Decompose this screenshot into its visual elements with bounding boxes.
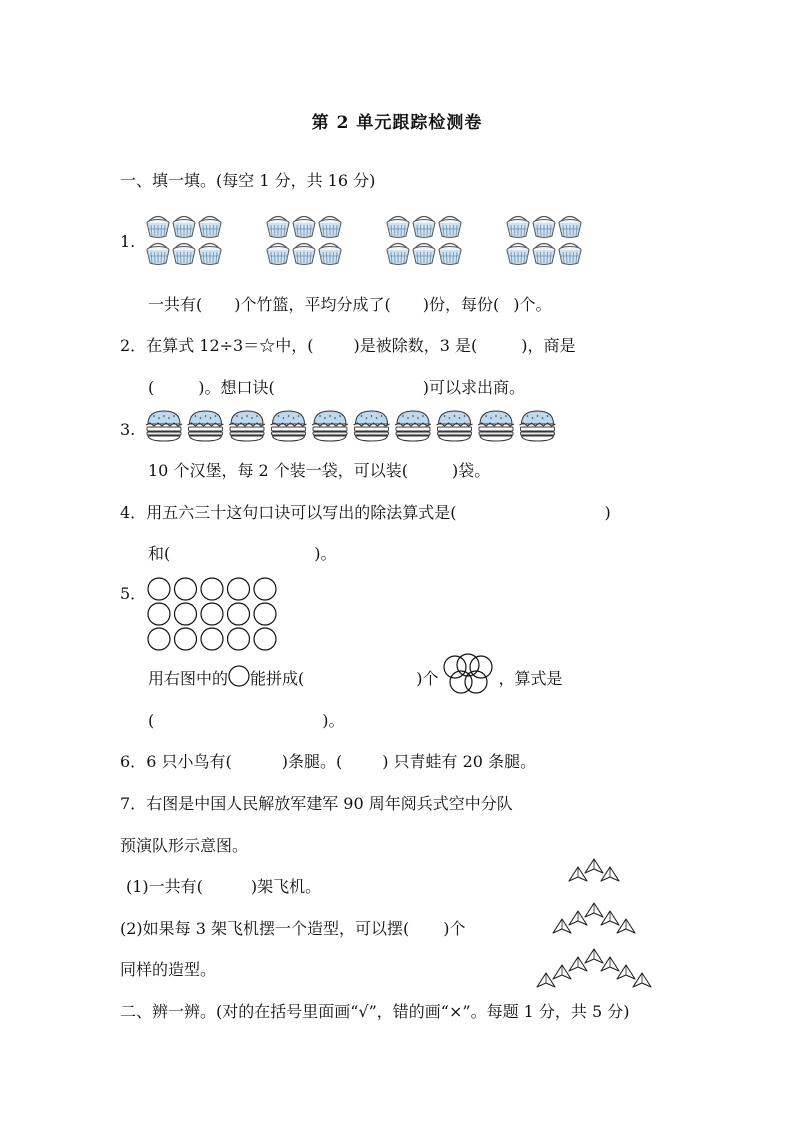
- plane-icon: [585, 859, 603, 873]
- burger-icon: [478, 411, 514, 441]
- burger-icon: [437, 411, 473, 441]
- basket-icon: [533, 217, 555, 238]
- basket-icon: [147, 244, 169, 265]
- q6-text: 6．6 只小鸟有( )条腿。( ) 只青蛙有 20 条腿。: [120, 752, 537, 771]
- q1-number: 1.: [120, 232, 136, 251]
- q5-line2: ( )。: [148, 711, 345, 730]
- grid-circle: [254, 578, 276, 600]
- plane-icon: [617, 965, 635, 979]
- q3-number: 3.: [120, 420, 136, 439]
- q5-number: 5．: [120, 584, 147, 603]
- section1-heading: 一、填一填。(每空 1 分，共 16 分): [120, 171, 376, 190]
- burger-illustration: [145, 410, 565, 444]
- burger-icon: [395, 411, 431, 441]
- q7-line1: 7．右图是中国人民解放军建军 90 周年阅兵式空中分队: [120, 794, 513, 813]
- basket-illustration: [146, 214, 586, 274]
- basket-icon: [439, 217, 461, 238]
- basket-icon: [267, 217, 289, 238]
- q1-text: 一共有( )个竹篮，平均分成了( )份，每份( )个。: [148, 295, 552, 314]
- basket-icon: [267, 244, 289, 265]
- basket-icon: [559, 217, 581, 238]
- basket-icon: [387, 244, 409, 265]
- q5-line1: 用右图中的 能拼成( )个 ，算式是: [148, 668, 563, 689]
- burger-icon: [354, 411, 390, 441]
- basket-icon: [173, 217, 195, 238]
- grid-circle: [148, 603, 170, 625]
- burger-icon: [271, 411, 307, 441]
- basket-icon: [199, 244, 221, 265]
- grid-circle: [148, 628, 170, 650]
- grid-circle: [228, 578, 250, 600]
- grid-circle: [175, 603, 197, 625]
- grid-circle: [254, 603, 276, 625]
- circle-icon: [228, 668, 250, 684]
- basket-icon: [293, 244, 315, 265]
- plane-icon: [537, 973, 555, 987]
- plane-icon: [633, 973, 651, 987]
- basket-icon: [293, 217, 315, 238]
- plane-icon: [601, 867, 619, 881]
- basket-icon: [533, 244, 555, 265]
- q7-part2-line2: 同样的造型。: [120, 960, 217, 979]
- section2-heading: 二、辨一辨。(对的在括号里面画“√”，错的画“×”。每题 1 分，共 5 分): [120, 1002, 630, 1021]
- burger-icon: [520, 411, 556, 441]
- q7-part1: (1)一共有( )架飞机。: [126, 877, 322, 896]
- basket-icon: [199, 217, 221, 238]
- basket-icon: [319, 244, 341, 265]
- rings-icon: [439, 668, 499, 684]
- basket-icon: [559, 244, 581, 265]
- plane-icon: [569, 957, 587, 971]
- grid-circle: [175, 578, 197, 600]
- basket-icon: [413, 217, 435, 238]
- q3-text: 10 个汉堡，每 2 个装一袋，可以装( )袋。: [148, 461, 491, 480]
- grid-circle: [201, 578, 223, 600]
- basket-icon: [387, 217, 409, 238]
- basket-icon: [319, 217, 341, 238]
- basket-icon: [507, 217, 529, 238]
- burger-icon: [188, 411, 224, 441]
- plane-formation-illustration: [534, 855, 664, 995]
- page-title: 第 2 单元跟踪检测卷: [311, 113, 483, 133]
- plane-icon: [585, 949, 603, 963]
- plane-icon: [617, 919, 635, 933]
- q4-line2: 和( )。: [148, 544, 337, 563]
- plane-icon: [601, 911, 619, 925]
- grid-circle: [228, 628, 250, 650]
- grid-circle: [201, 628, 223, 650]
- q7-part2: (2)如果每 3 架飞机摆一个造型，可以摆( )个: [120, 919, 466, 938]
- circle-grid-illustration: [146, 577, 286, 653]
- plane-icon: [569, 867, 587, 881]
- plane-icon: [569, 911, 587, 925]
- q2-line2: ( )。想口诀( )可以求出商。: [148, 378, 525, 397]
- grid-circle: [148, 578, 170, 600]
- q2-line1: 2．在算式 12÷3＝☆中，( )是被除数，3 是( )，商是: [120, 336, 576, 355]
- q7-line2: 预演队形示意图。: [120, 836, 249, 855]
- grid-circle: [175, 628, 197, 650]
- basket-icon: [507, 244, 529, 265]
- grid-circle: [201, 603, 223, 625]
- basket-icon: [439, 244, 461, 265]
- burger-icon: [312, 411, 348, 441]
- plane-icon: [585, 903, 603, 917]
- burger-icon: [229, 411, 265, 441]
- plane-icon: [553, 919, 571, 933]
- q4-line1: 4．用五六三十这句口诀可以写出的除法算式是( ): [120, 503, 611, 522]
- grid-circle: [228, 603, 250, 625]
- burger-icon: [146, 411, 182, 441]
- plane-icon: [601, 957, 619, 971]
- basket-icon: [413, 244, 435, 265]
- plane-icon: [553, 965, 571, 979]
- basket-icon: [173, 244, 195, 265]
- grid-circle: [254, 628, 276, 650]
- basket-icon: [147, 217, 169, 238]
